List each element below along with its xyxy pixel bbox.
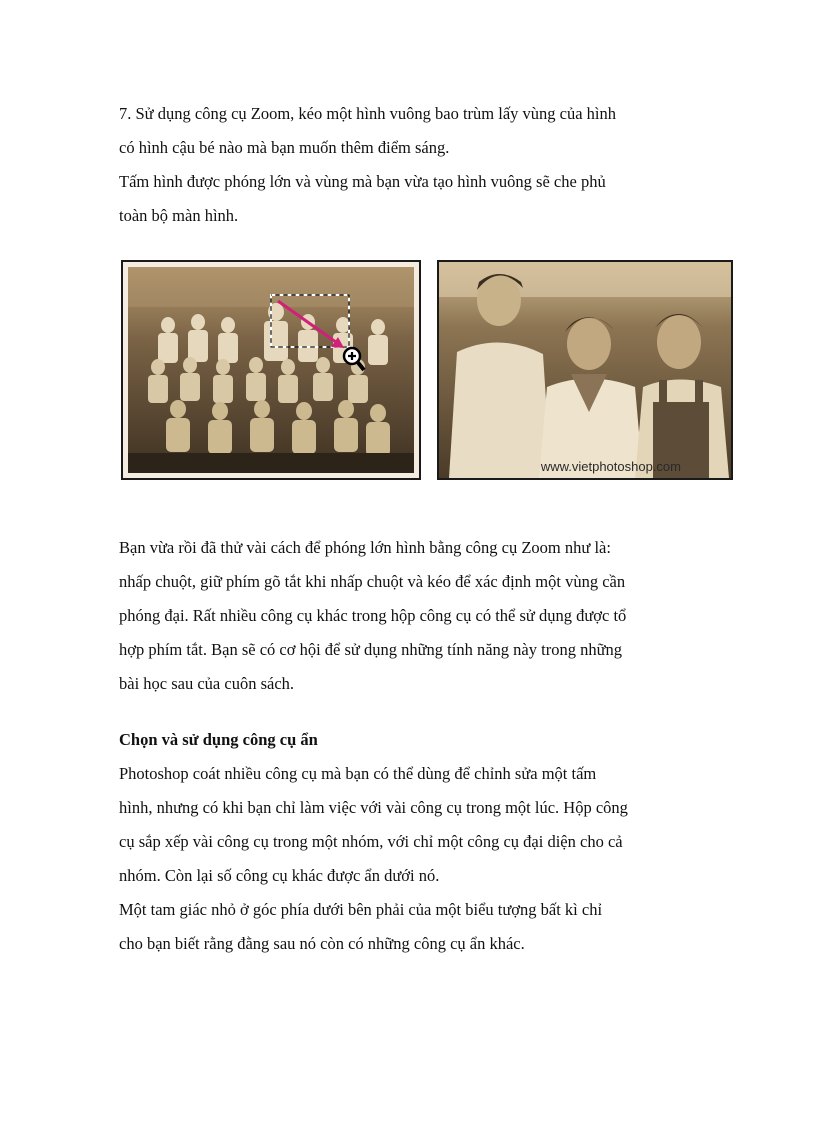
group-photo-with-marquee bbox=[121, 260, 421, 480]
zoomed-photo bbox=[437, 260, 733, 480]
text-line: toàn bộ màn hình. bbox=[119, 206, 239, 225]
group-photo-illustration bbox=[128, 267, 414, 473]
text-line: nhấp chuột, giữ phím gõ tắt khi nhấp chuột và kéo để xác định một vùng cần bbox=[119, 572, 626, 591]
text-line: hình, nhưng có khi bạn chỉ làm việc với vài công cụ trong một lúc. Hộp công bbox=[119, 798, 628, 817]
summary-paragraph bbox=[119, 531, 719, 701]
text-line: hợp phím tắt. Bạn sẽ có cơ hội để sử dụng những tính năng này trong những bbox=[119, 640, 623, 659]
text-line: cụ sắp xếp vài công cụ trong một nhóm, với chỉ một công cụ đại diện cho cả bbox=[119, 832, 623, 851]
text-line: Bạn vừa rồi đã thử vài cách để phóng lớn hình bằng công cụ Zoom như là: bbox=[119, 538, 611, 557]
text-line: phóng đại. Rất nhiều công cụ khác trong hộp công cụ có thể sử dụng được tổ bbox=[119, 606, 627, 625]
section-heading: Chọn và sử dụng công cụ ẩn bbox=[119, 730, 318, 749]
watermark-text: www.vietphotoshop.com bbox=[540, 459, 681, 474]
text-line: bài học sau của cuôn sách. bbox=[119, 674, 295, 693]
zoom-tool-figure bbox=[121, 260, 733, 482]
text-line: nhóm. Còn lại số công cụ khác được ẩn dưới nó. bbox=[119, 866, 440, 885]
text-line: 7. Sử dụng công cụ Zoom, kéo một hình vuông bao trùm lấy vùng của hình bbox=[119, 104, 617, 123]
text-line: có hình cậu bé nào mà bạn muốn thêm điểm sáng. bbox=[119, 138, 450, 157]
zoom-cursor-icon bbox=[341, 345, 367, 375]
zoomed-boys-illustration bbox=[439, 262, 731, 478]
text-line: Một tam giác nhỏ ở góc phía dưới bên phải của một biểu tượng bất kì chỉ bbox=[119, 900, 603, 919]
text-line: Photoshop coát nhiều công cụ mà bạn có thể dùng để chỉnh sửa một tấm bbox=[119, 764, 597, 783]
text-line: cho bạn biết rằng đằng sau nó còn có những công cụ ẩn khác. bbox=[119, 934, 525, 953]
step-7-paragraph bbox=[119, 97, 719, 233]
text-line: Tấm hình được phóng lớn và vùng mà bạn vừa tạo hình vuông sẽ che phủ bbox=[119, 172, 606, 191]
hidden-tools-section bbox=[119, 723, 719, 961]
